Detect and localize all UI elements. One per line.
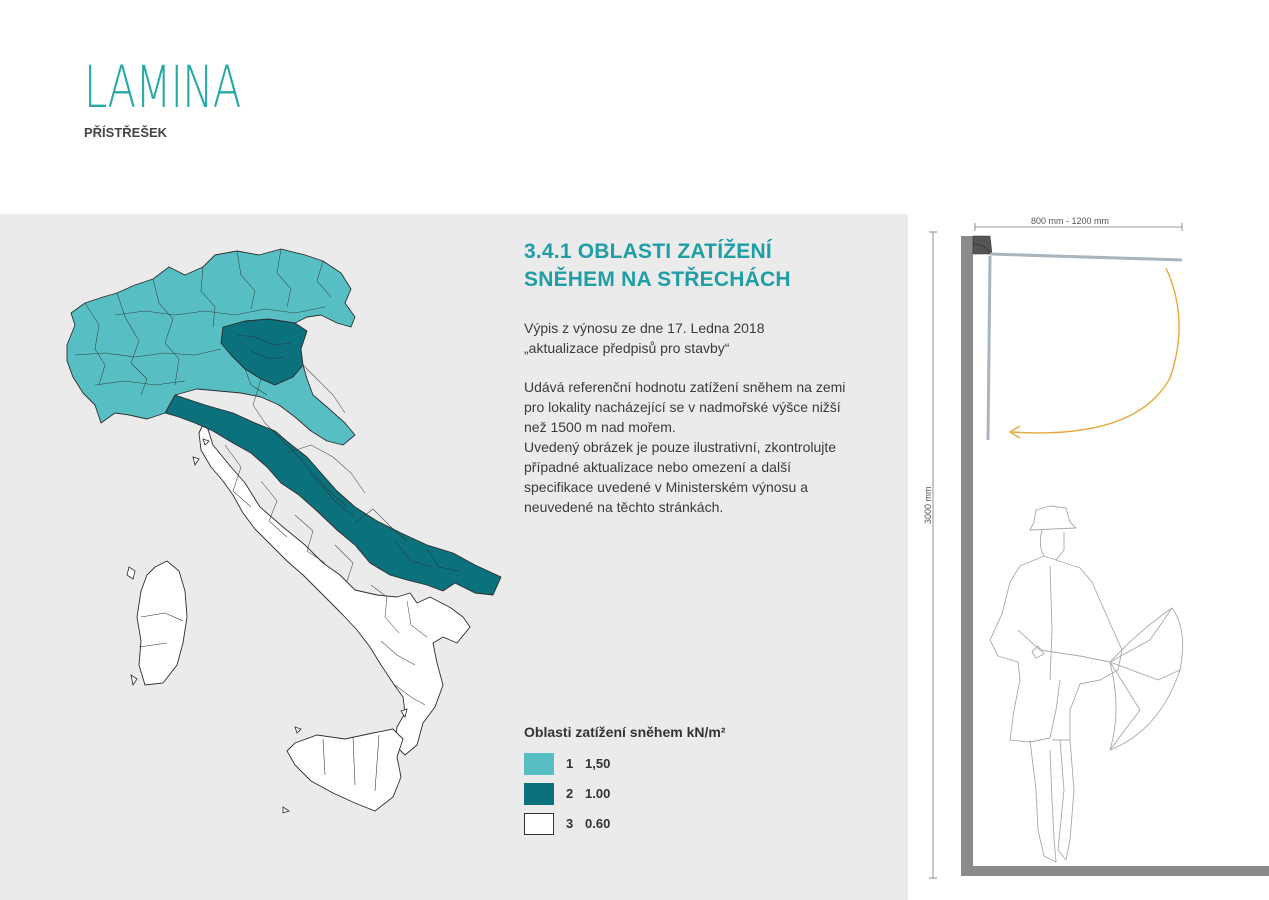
shelter-diagram	[910, 210, 1269, 900]
brand	[84, 53, 302, 140]
body-line: Udává referenční hodnotu zatížení sněhem na zemi	[524, 379, 846, 395]
legend-swatch-zone2	[524, 783, 554, 805]
heading-line-1: 3.4.1 OBLASTI ZATÍŽENÍ	[524, 240, 772, 263]
legend-swatch-zone1	[524, 753, 554, 775]
legend-zone-value: 1.00	[585, 786, 611, 801]
legend-zone-value: 0.60	[585, 816, 611, 831]
canopy-top-view	[990, 254, 1182, 260]
body-line: specifikace uvedené v Ministerském výnosu a	[524, 479, 809, 495]
canopy-side-view	[988, 256, 990, 440]
body-line: Uvedený obrázek je pouze ilustrativní, zkontrolujte	[524, 439, 837, 455]
intro-paragraph	[524, 318, 874, 358]
heading-line-2: SNĚHEM NA STŘECHÁCH	[524, 268, 791, 291]
brand-subtitle: PŘÍSTŘEŠEK	[84, 125, 168, 140]
legend-zone-number: 3	[566, 816, 574, 831]
floor	[961, 866, 1269, 876]
body-paragraph	[524, 377, 874, 517]
legend-swatch-zone3	[524, 813, 554, 835]
wall-bracket	[973, 236, 992, 254]
man-with-umbrella-illustration	[990, 506, 1183, 862]
intro-line: „aktualizace předpisů pro stavby“	[524, 340, 730, 356]
width-dimension-label: 800 mm - 1200 mm	[1031, 216, 1110, 226]
legend-zone-number: 2	[566, 786, 574, 801]
legend-zone-value: 1,50	[585, 756, 611, 771]
body-line: pro lokality nacházející se v nadmořské výšce nižší	[524, 399, 841, 415]
intro-line: Výpis z výnosu ze dne 17. Ledna 2018	[524, 320, 765, 336]
body-line: než 1500 m nad mořem.	[524, 419, 676, 435]
legend-title: Oblasti zatížení sněhem kN/m²	[524, 724, 726, 740]
map-sardinia	[137, 561, 187, 685]
body-line: neuvedené na těchto stránkách.	[524, 499, 724, 515]
section-heading	[524, 238, 864, 294]
wall	[961, 236, 973, 874]
map-sicily	[287, 729, 403, 811]
brand-logo: LAMINA	[84, 53, 241, 121]
height-dimension-label: 3000 mm	[923, 486, 933, 524]
legend-zone-number: 1	[566, 756, 574, 771]
height-dimension-line	[929, 232, 937, 878]
rotation-arc	[1012, 268, 1179, 433]
italy-snow-load-map	[55, 245, 525, 825]
body-line: případné aktualizace nebo omezení a další	[524, 459, 791, 475]
